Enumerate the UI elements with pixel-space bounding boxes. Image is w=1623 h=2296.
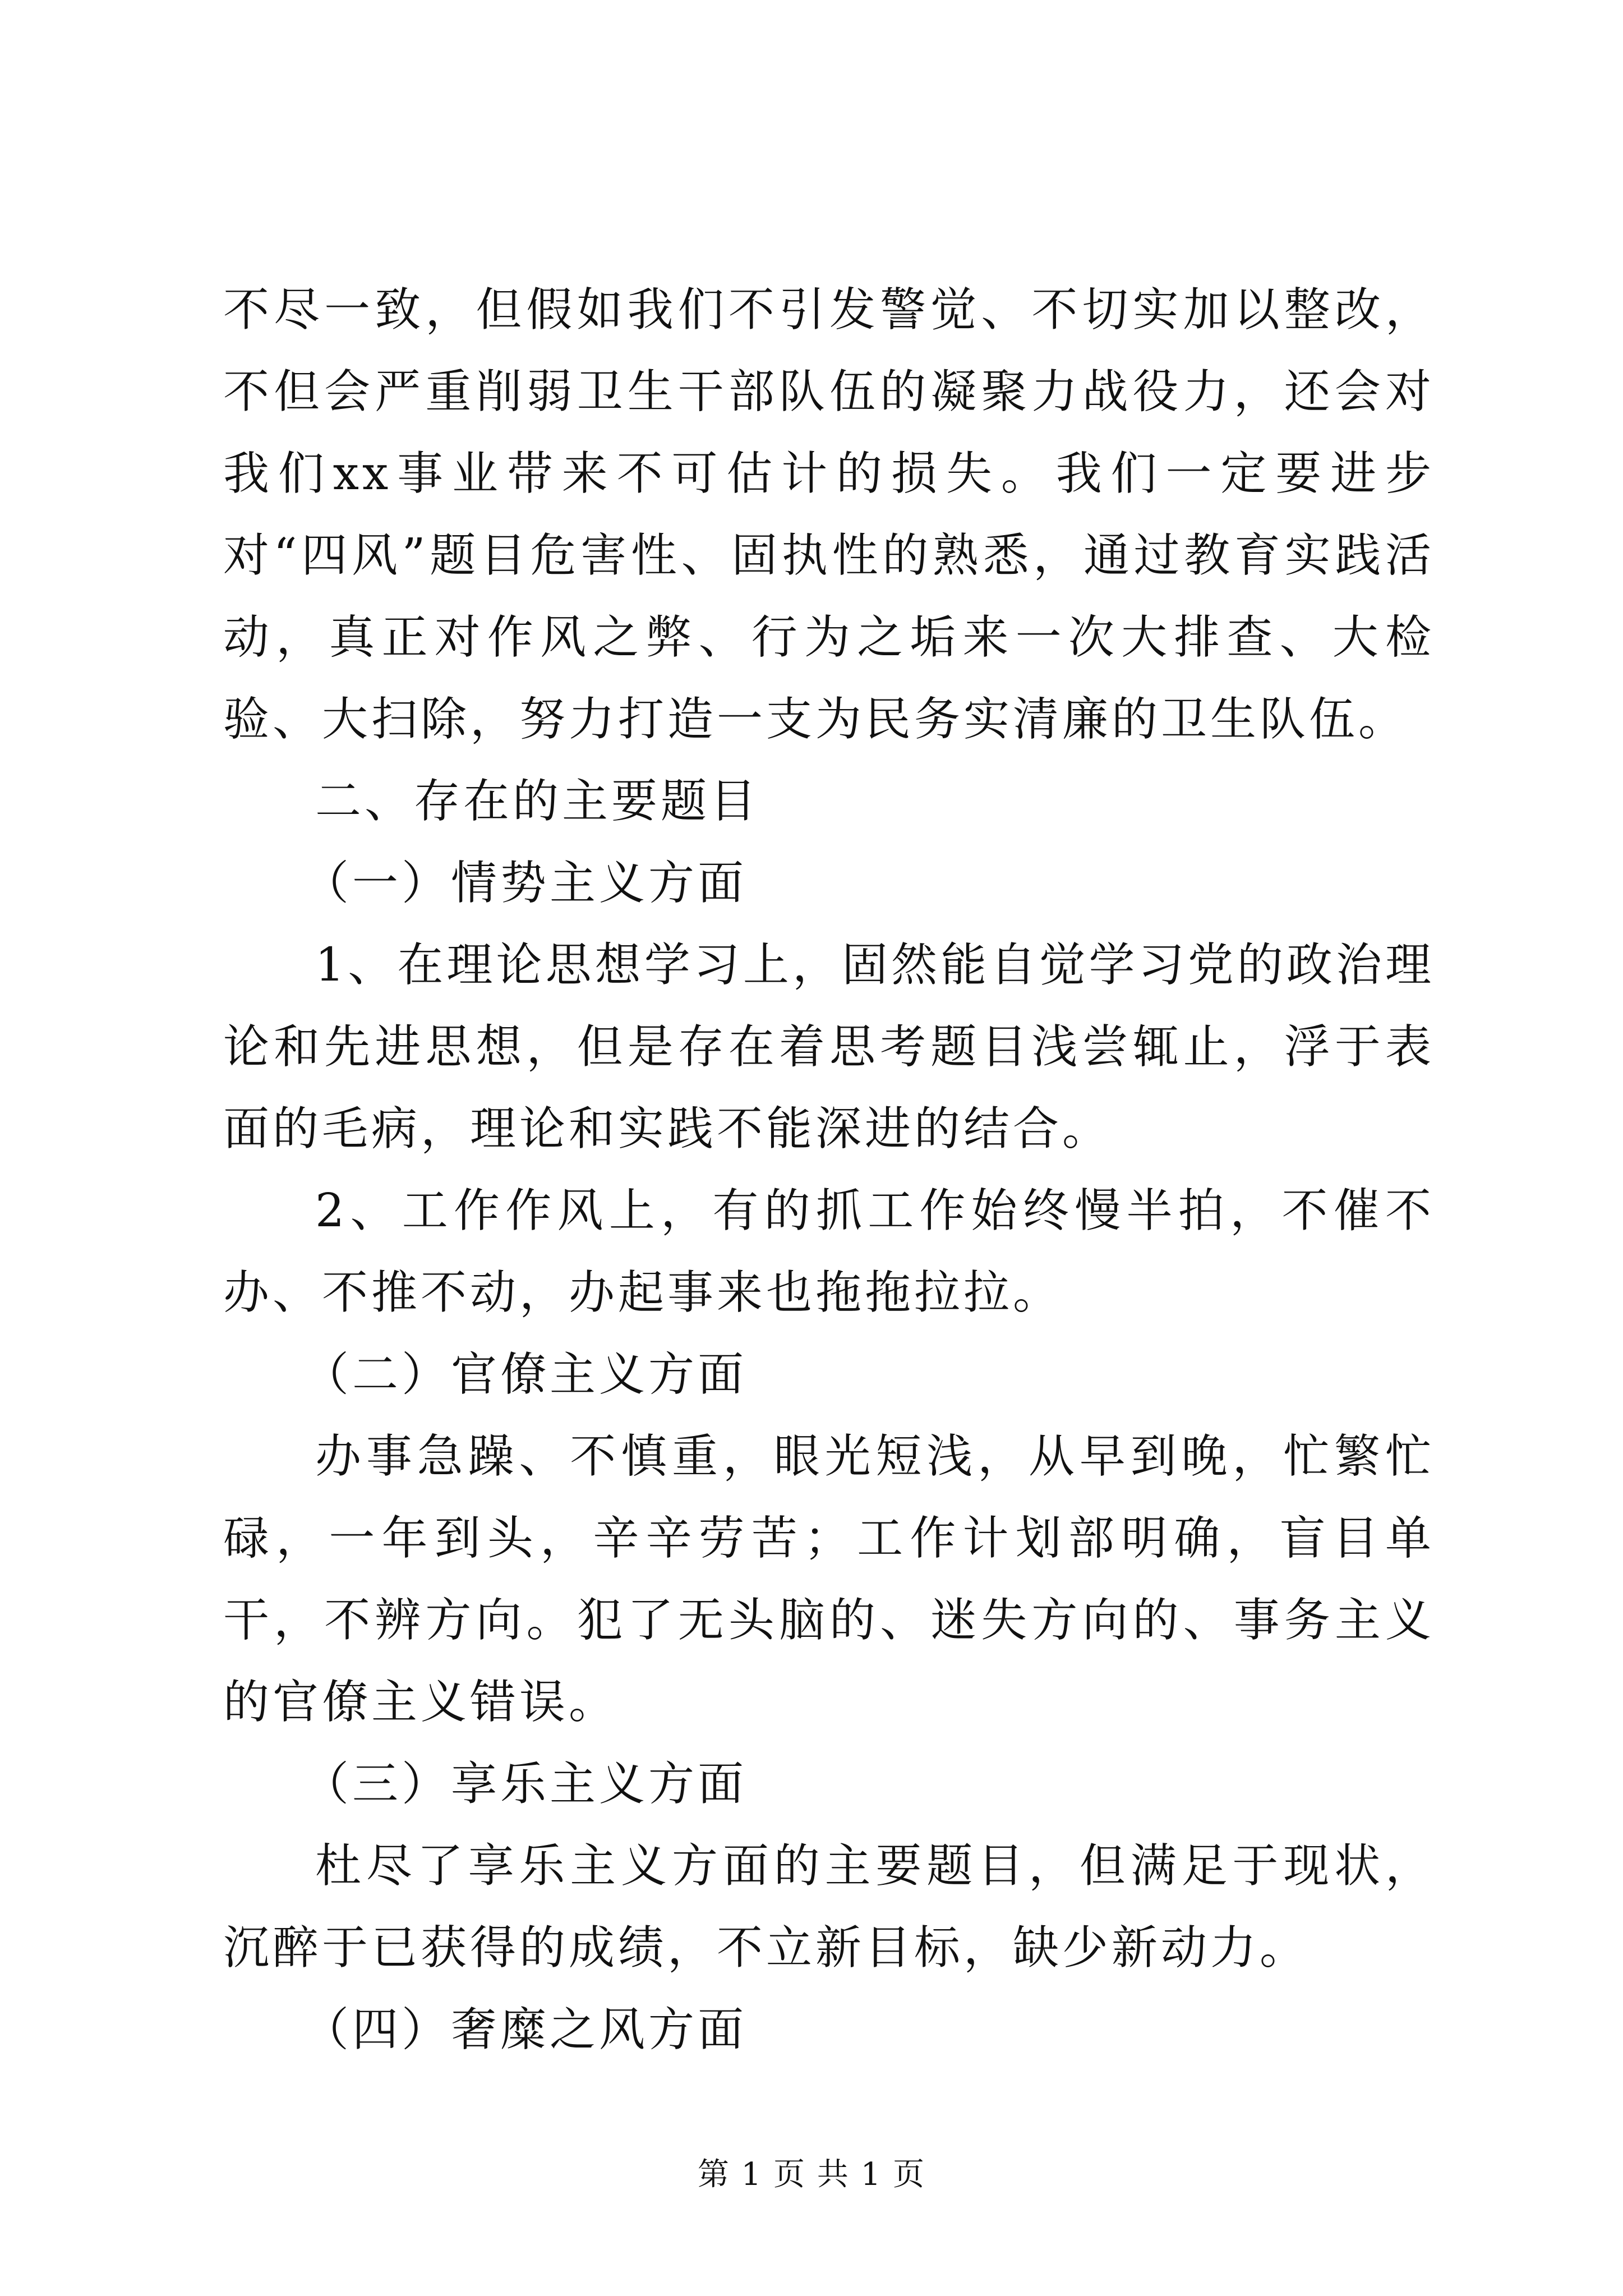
document-body xyxy=(223,269,1435,2071)
paragraph-bureaucracy: 办事急躁、不慎重，眼光短浅，从早到晚，忙繁忙碌，一年到头，辛辛劳苦；工作计划部明确，盲目单干，不辨方向。犯了无头脑的、迷失方向的、事务主义的官僚主义错误。 xyxy=(223,1430,1435,1729)
paragraph-item-2: 2、工作作风上，有的抓工作始终慢半拍，不催不办、不推不动，办起事来也拖拖拉拉。 xyxy=(223,1184,1435,1319)
paragraph-continuation: 不尽一致，但假如我们不引发警觉、不切实加以整改，不但会严重削弱卫生干部队伍的凝聚力战役力，还会对我们xx事业带来不可估计的损失。我们一定要进步对“四风”题目危害性、固执性的熟悉，通过教育实践活动，真正对作风之弊、行为之垢来一次大排查、大检验、大扫除，努力打造一支为民务实清廉的卫生队伍。 xyxy=(223,283,1435,746)
subsection-heading-formalism: （一）情势主义方面 xyxy=(303,857,748,910)
paragraph-hedonism: 杜尽了享乐主义方面的主要题目，但满足于现状，沉醉于已获得的成绩，不立新目标，缺少新动力。 xyxy=(223,1839,1435,1975)
section-heading-main-problems: 二、存在的主要题目 xyxy=(315,775,760,828)
page-number-label: 第 1 页 共 1 页 xyxy=(697,2156,926,2193)
subsection-heading-bureaucracy: （二）官僚主义方面 xyxy=(303,1348,748,1401)
paragraph-item-1: 1、在理论思想学习上，固然能自觉学习党的政治理论和先进思想，但是存在着思考题目浅尝辄止，浮于表面的毛病，理论和实践不能深进的结合。 xyxy=(223,938,1435,1156)
subsection-heading-hedonism: （三）享乐主义方面 xyxy=(303,1757,748,1811)
page-footer xyxy=(0,2155,1623,2194)
subsection-heading-extravagance: （四）奢糜之风方面 xyxy=(303,2003,748,2056)
